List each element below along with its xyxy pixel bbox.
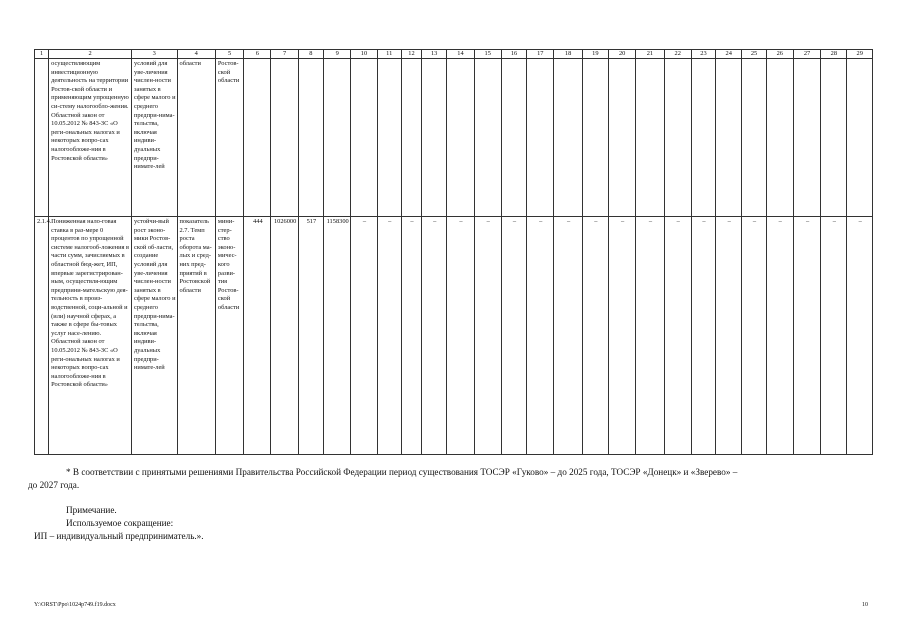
column-number: 20 <box>609 50 636 59</box>
measure-indicator: показатель 2.7. Темп роста оборота ма-лых и сред-них пред-приятий в Ростовской области <box>177 217 215 455</box>
measure-description: Пониженная нало-говая ставка в раз-мере 0 процентов по упрощенной системе налогооб-ложения в части сумм, зачисляемых в областной бюд-жет, ИП, впервые зарегистрирован-ным, осуществля-ющим предприни-мательскую дея-тельность в произ-водственной, соци-альной и (или) научной сферах, а также в сфере бы-товых услуг насе-лению. Областной закон от 10.05.2012 № 843-ЗС «О реги-ональных налогах и некоторых вопро-сах налогообложе-ния в Ростовской области» <box>49 217 132 455</box>
value-cell: 444 <box>244 217 271 455</box>
column-number: 6 <box>244 50 271 59</box>
value-cell: 1158300 <box>324 217 351 455</box>
file-path: Y:\ORST\Ppo\1024p749.f19.docx <box>34 602 116 608</box>
column-number: 16 <box>501 50 526 59</box>
empty-value-dash: – <box>377 217 401 455</box>
column-number: 12 <box>401 50 421 59</box>
value-cell: 517 <box>298 217 323 455</box>
footnote-line: * В соответствии с принятыми решениями Правительства Российской Федерации период существования ТОСЭР «Гуково» – до 2025 года, ТОСЭР «Донецк» и «Зверево» – <box>66 467 738 477</box>
column-number: 17 <box>527 50 554 59</box>
curator: мини-стер-ство эконо-мичес-кого разви-тия Ростов-ской области <box>215 217 243 455</box>
column-number: 5 <box>215 50 243 59</box>
column-number: 14 <box>447 50 474 59</box>
measure-goal: условий для уве-личения числен-ности занятых в сфере малого и среднего предпри-нима-тельства, включая индиви-дуальных предпри-нимате-лей <box>132 59 177 217</box>
curator: Ростов-ской области <box>215 59 243 217</box>
empty-value-dash: – <box>474 217 501 455</box>
row-number: 2.1.4. <box>35 217 49 455</box>
table-row <box>35 217 873 455</box>
measure-description: осуществляющим инвестиционную деятельность на территории Ростов-ской области и применяющим упрощенную си-стему налогообло-жения. Областной закон от 10.05.2012 № 843-ЗС «О реги-ональных налогах и некоторых вопро-сах налогообложе-ния в Ростовской области» <box>49 59 132 217</box>
column-number: 26 <box>766 50 793 59</box>
column-number: 28 <box>821 50 847 59</box>
empty-value-dash: – <box>847 217 873 455</box>
empty-value-dash: – <box>636 217 664 455</box>
column-number: 29 <box>847 50 873 59</box>
empty-value-dash: – <box>742 217 766 455</box>
column-number: 9 <box>324 50 351 59</box>
column-number: 2 <box>49 50 132 59</box>
column-number: 3 <box>132 50 177 59</box>
empty-value-dash: – <box>716 217 742 455</box>
column-number: 7 <box>271 50 298 59</box>
column-number: 10 <box>351 50 377 59</box>
empty-value-dash: – <box>422 217 447 455</box>
empty-value-dash: – <box>554 217 582 455</box>
column-number: 21 <box>636 50 664 59</box>
column-number: 27 <box>793 50 820 59</box>
page-number: 10 <box>862 602 868 608</box>
footnote-line: до 2027 года. <box>28 480 80 490</box>
table-row <box>35 59 873 217</box>
abbreviation-title: Используемое сокращение: <box>66 518 174 528</box>
column-number: 25 <box>742 50 766 59</box>
column-number: 8 <box>298 50 323 59</box>
indicators-table <box>34 49 873 455</box>
abbreviation-text: ИП – индивидуальный предприниматель.». <box>34 531 204 541</box>
column-number: 23 <box>691 50 715 59</box>
empty-value-dash: – <box>664 217 691 455</box>
column-number: 19 <box>582 50 608 59</box>
empty-value-dash: – <box>766 217 793 455</box>
footnote <box>28 466 873 492</box>
column-number: 18 <box>554 50 582 59</box>
column-number-row <box>35 50 873 59</box>
column-number: 13 <box>422 50 447 59</box>
empty-value-dash: – <box>609 217 636 455</box>
column-number: 11 <box>377 50 401 59</box>
empty-value-dash: – <box>582 217 608 455</box>
empty-value-dash: – <box>401 217 421 455</box>
empty-value-dash: – <box>501 217 526 455</box>
empty-value-dash: – <box>793 217 820 455</box>
value-cell: 1026000 <box>271 217 298 455</box>
column-number: 22 <box>664 50 691 59</box>
column-number: 15 <box>474 50 501 59</box>
empty-value-dash: – <box>351 217 377 455</box>
measure-indicator: области <box>177 59 215 217</box>
column-number: 4 <box>177 50 215 59</box>
note-title: Примечание. <box>66 505 117 515</box>
empty-value-dash: – <box>527 217 554 455</box>
empty-value-dash: – <box>691 217 715 455</box>
measure-goal: устойчи-вый рост эконо-мики Ростов-ской об-ласти, создание условий для уве-личения числен-ности занятых в сфере малого и среднего предпри-нима-тельства, включая индиви-дуальных предпри-нимате-лей <box>132 217 177 455</box>
empty-value-dash: – <box>447 217 474 455</box>
column-number: 24 <box>716 50 742 59</box>
empty-value-dash: – <box>821 217 847 455</box>
row-number <box>35 59 49 217</box>
column-number: 1 <box>35 50 49 59</box>
